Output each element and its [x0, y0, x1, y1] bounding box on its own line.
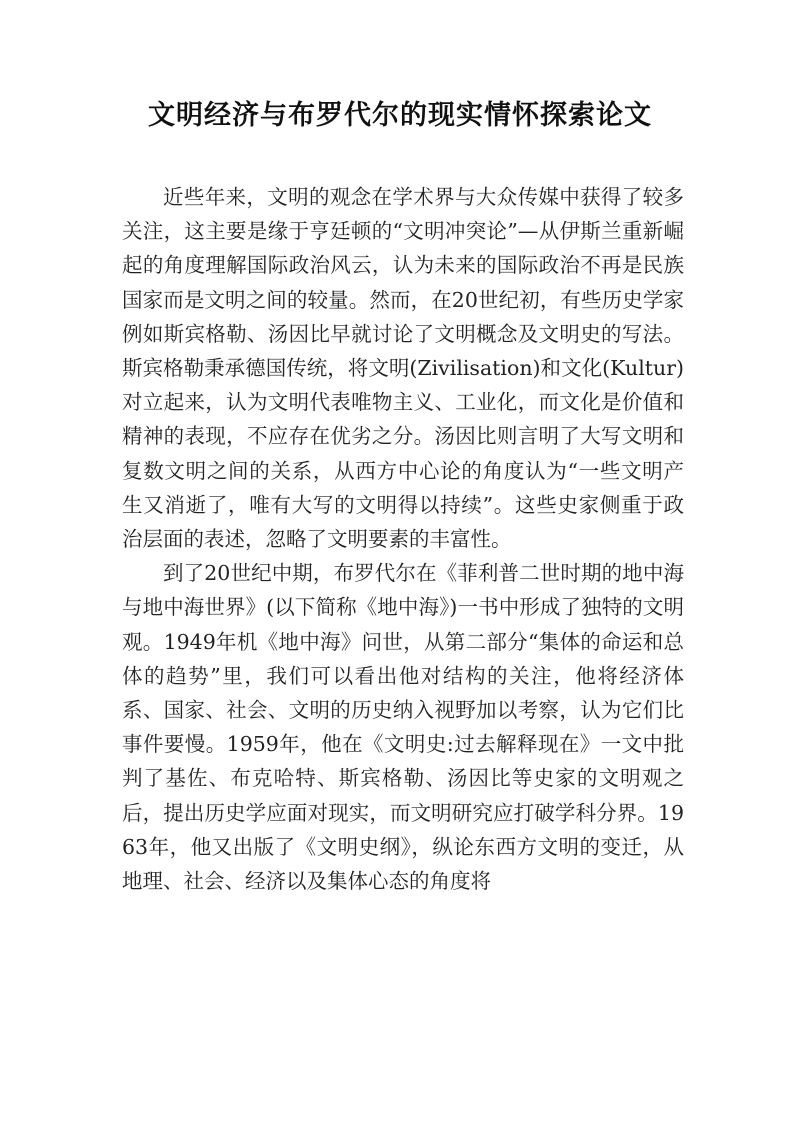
paragraph-2: 到了20世纪中期，布罗代尔在《菲利普二世时期的地中海与地中海世界》(以下简称《地中海》)一书中形成了独特的文明观。1949年机《地中海》问世，从第二部分“集体的命运和总体的趋势”里，我们可以看出他对结构的关注，他将经济体系、国家、社会、文明的历史纳入视野加以考察，认为它们比事件要慢。1959年，他在《文明史:过去解释现在》一文中批判了基佐、布克哈特、斯宾格勒、汤因比等史家的文明观之后，提出历史学应面对现实，而文明研究应打破学科分界。1963年，他又出版了《文明史纲》，纵论东西方文明的变迁，从地理、社会、经济以及集体心态的角度将 — [122, 561, 684, 894]
paragraph-1: 近些年来，文明的观念在学术界与大众传媒中获得了较多关注，这主要是缘于亨廷顿的“文明冲突论”—从伊斯兰重新崛起的角度理解国际政治风云，认为未来的国际政治不再是民族国家而是文明之间的较量。然而，在20世纪初，有些历史学家例如斯宾格勒、汤因比早就讨论了文明概念及文明史的写法。斯宾格勒秉承德国传统，将文明(Zivilisation)和文化(Kultur)对立起来，认为文明代表唯物主义、工业化，而文化是价值和精神的表现，不应存在优劣之分。汤因比则言明了大写文明和复数文明之间的关系，从西方中心论的角度认为“一些文明产生又消逝了，唯有大写的文明得以持续”。这些史家侧重于政治层面的表述，忽略了文明要素的丰富性。 — [122, 185, 684, 552]
document-title: 文明经济与布罗代尔的现实情怀探索论文 — [148, 100, 652, 131]
document-body — [122, 180, 684, 898]
